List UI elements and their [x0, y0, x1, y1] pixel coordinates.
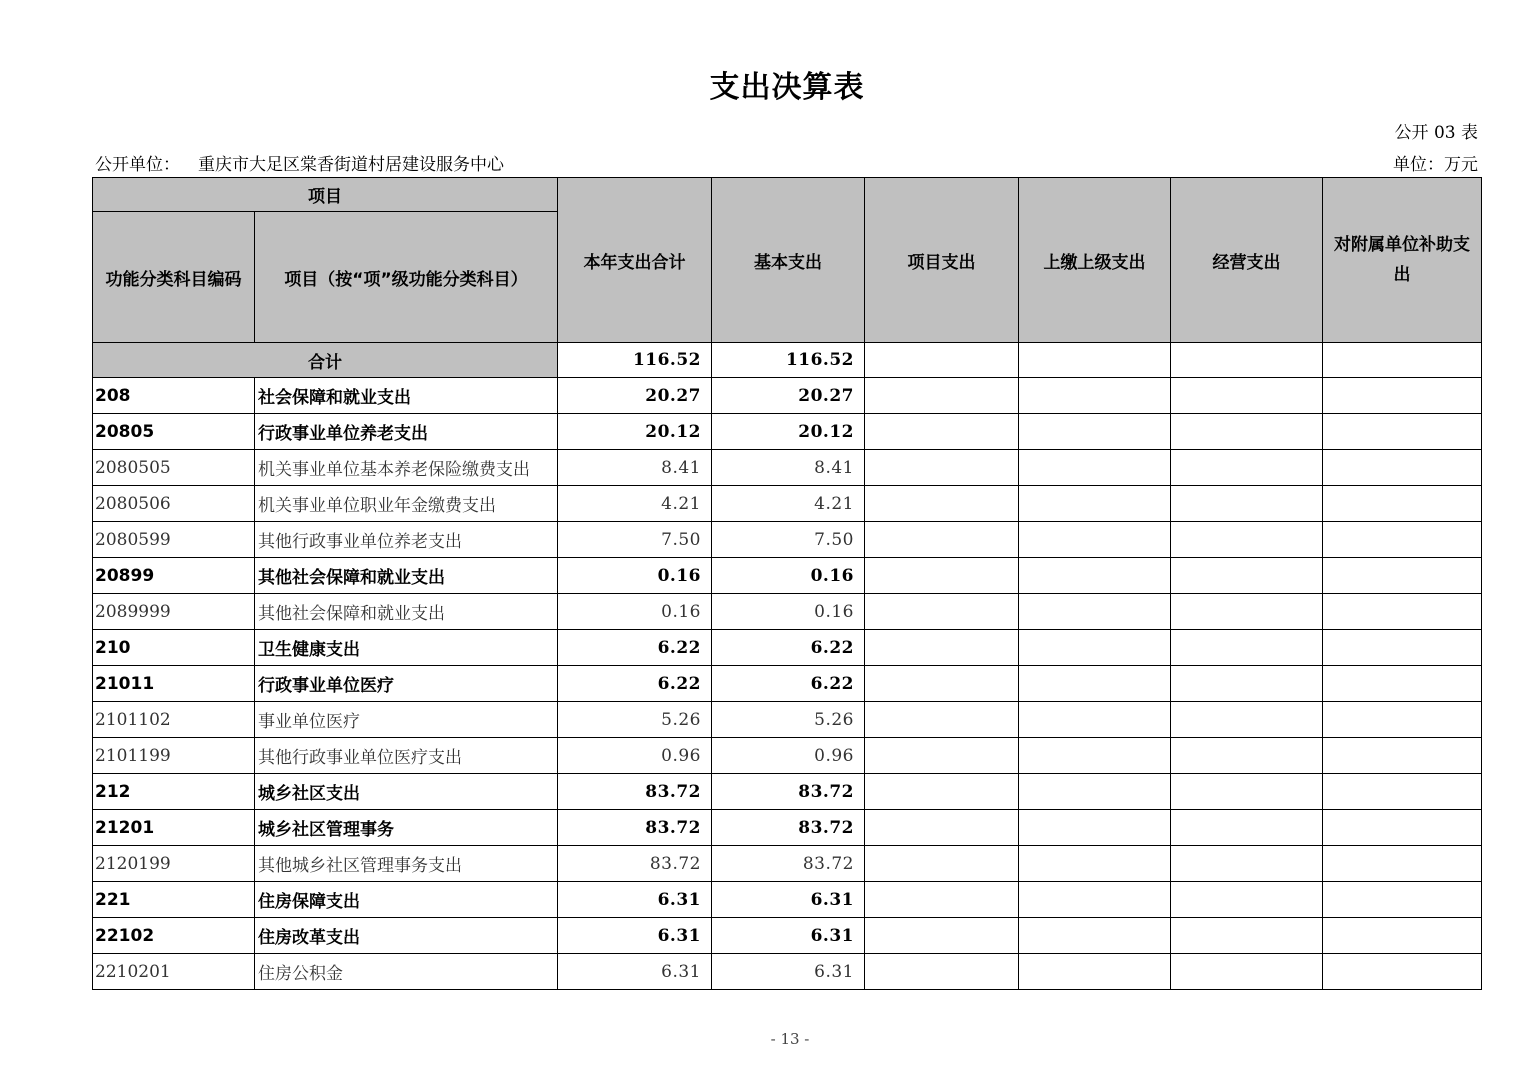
row-code: 22102: [93, 918, 255, 954]
row-total: 8.41: [558, 450, 712, 486]
row-project: [865, 918, 1019, 954]
row-total: 83.72: [558, 810, 712, 846]
row-code: 2080599: [93, 522, 255, 558]
total-amount: 116.52: [558, 343, 712, 378]
row-subsidy: [1323, 954, 1482, 990]
row-total: 4.21: [558, 486, 712, 522]
row-upper: [1019, 450, 1171, 486]
row-code: 208: [93, 378, 255, 414]
row-basic: 0.16: [712, 558, 865, 594]
row-total: 7.50: [558, 522, 712, 558]
row-name: 事业单位医疗: [255, 702, 558, 738]
row-project: [865, 630, 1019, 666]
row-name: 其他城乡社区管理事务支出: [255, 846, 558, 882]
row-business: [1171, 450, 1323, 486]
row-code: 20899: [93, 558, 255, 594]
header-subsidy: 对附属单位补助支出: [1323, 178, 1482, 343]
row-business: [1171, 918, 1323, 954]
row-upper: [1019, 378, 1171, 414]
table-row: [93, 630, 1482, 666]
row-business: [1171, 810, 1323, 846]
row-total: 0.16: [558, 558, 712, 594]
total-basic: 116.52: [712, 343, 865, 378]
row-subsidy: [1323, 414, 1482, 450]
row-basic: 4.21: [712, 486, 865, 522]
row-code: 2101102: [93, 702, 255, 738]
header-name: 项目（按“项”级功能分类科目）: [255, 212, 558, 343]
row-code: 2080506: [93, 486, 255, 522]
row-code: 2101199: [93, 738, 255, 774]
row-basic: 6.31: [712, 918, 865, 954]
row-business: [1171, 882, 1323, 918]
row-name: 机关事业单位职业年金缴费支出: [255, 486, 558, 522]
table-row: [93, 666, 1482, 702]
header-code: 功能分类科目编码: [93, 212, 255, 343]
row-project: [865, 558, 1019, 594]
table-row: [93, 882, 1482, 918]
table-row: [93, 702, 1482, 738]
row-subsidy: [1323, 918, 1482, 954]
total-row: [93, 343, 1482, 378]
total-business: [1171, 343, 1323, 378]
row-subsidy: [1323, 810, 1482, 846]
row-name: 其他社会保障和就业支出: [255, 594, 558, 630]
row-project: [865, 414, 1019, 450]
reporting-unit-name: 重庆市大足区棠香街道村居建设服务中心: [198, 155, 504, 175]
row-upper: [1019, 630, 1171, 666]
total-subsidy: [1323, 343, 1482, 378]
row-upper: [1019, 414, 1171, 450]
row-project: [865, 738, 1019, 774]
expenditure-table: [92, 177, 1482, 990]
row-business: [1171, 594, 1323, 630]
table-number: 公开 03 表: [1394, 123, 1478, 143]
header-upper-level: 上缴上级支出: [1019, 178, 1171, 343]
row-name: 住房改革支出: [255, 918, 558, 954]
table-row: [93, 738, 1482, 774]
row-total: 83.72: [558, 846, 712, 882]
row-subsidy: [1323, 486, 1482, 522]
row-name: 城乡社区管理事务: [255, 810, 558, 846]
row-subsidy: [1323, 882, 1482, 918]
table-row: [93, 558, 1482, 594]
row-upper: [1019, 702, 1171, 738]
row-business: [1171, 666, 1323, 702]
page-title: 支出决算表: [709, 70, 865, 105]
row-name: 机关事业单位基本养老保险缴费支出: [255, 450, 558, 486]
row-upper: [1019, 954, 1171, 990]
row-business: [1171, 774, 1323, 810]
row-business: [1171, 486, 1323, 522]
row-subsidy: [1323, 738, 1482, 774]
row-upper: [1019, 594, 1171, 630]
row-total: 6.31: [558, 882, 712, 918]
row-upper: [1019, 918, 1171, 954]
row-business: [1171, 846, 1323, 882]
row-business: [1171, 702, 1323, 738]
row-name: 行政事业单位养老支出: [255, 414, 558, 450]
row-upper: [1019, 846, 1171, 882]
row-project: [865, 882, 1019, 918]
header-project: 项目: [93, 178, 558, 212]
row-code: 21011: [93, 666, 255, 702]
row-basic: 7.50: [712, 522, 865, 558]
row-total: 20.27: [558, 378, 712, 414]
row-basic: 8.41: [712, 450, 865, 486]
row-upper: [1019, 882, 1171, 918]
row-code: 2210201: [93, 954, 255, 990]
row-basic: 0.16: [712, 594, 865, 630]
row-subsidy: [1323, 378, 1482, 414]
row-upper: [1019, 486, 1171, 522]
row-total: 0.96: [558, 738, 712, 774]
header-business: 经营支出: [1171, 178, 1323, 343]
total-label: 合计: [93, 343, 558, 378]
row-project: [865, 522, 1019, 558]
row-code: 21201: [93, 810, 255, 846]
row-project: [865, 666, 1019, 702]
table-row: [93, 954, 1482, 990]
table-row: [93, 810, 1482, 846]
row-code: 212: [93, 774, 255, 810]
row-name: 行政事业单位医疗: [255, 666, 558, 702]
total-upper: [1019, 343, 1171, 378]
row-code: 2089999: [93, 594, 255, 630]
header-project-expenditure: 项目支出: [865, 178, 1019, 343]
row-project: [865, 450, 1019, 486]
row-name: 住房公积金: [255, 954, 558, 990]
row-total: 0.16: [558, 594, 712, 630]
row-project: [865, 846, 1019, 882]
row-code: 221: [93, 882, 255, 918]
row-upper: [1019, 522, 1171, 558]
row-business: [1171, 738, 1323, 774]
row-basic: 20.12: [712, 414, 865, 450]
table-row: [93, 774, 1482, 810]
table-row: [93, 846, 1482, 882]
row-subsidy: [1323, 630, 1482, 666]
row-code: 2120199: [93, 846, 255, 882]
row-upper: [1019, 810, 1171, 846]
row-total: 5.26: [558, 702, 712, 738]
header-total: 本年支出合计: [558, 178, 712, 343]
row-basic: 83.72: [712, 774, 865, 810]
total-project: [865, 343, 1019, 378]
row-name: 城乡社区支出: [255, 774, 558, 810]
row-upper: [1019, 738, 1171, 774]
row-upper: [1019, 774, 1171, 810]
row-name: 其他行政事业单位医疗支出: [255, 738, 558, 774]
row-name: 卫生健康支出: [255, 630, 558, 666]
row-project: [865, 378, 1019, 414]
row-total: 6.31: [558, 954, 712, 990]
table-row: [93, 486, 1482, 522]
row-project: [865, 486, 1019, 522]
row-total: 6.31: [558, 918, 712, 954]
row-subsidy: [1323, 558, 1482, 594]
row-subsidy: [1323, 450, 1482, 486]
row-basic: 83.72: [712, 810, 865, 846]
row-upper: [1019, 666, 1171, 702]
row-subsidy: [1323, 846, 1482, 882]
table-row: [93, 522, 1482, 558]
table-row: [93, 450, 1482, 486]
row-project: [865, 594, 1019, 630]
row-basic: 83.72: [712, 846, 865, 882]
reporting-unit: [95, 150, 504, 175]
row-business: [1171, 378, 1323, 414]
table-row: [93, 378, 1482, 414]
row-total: 83.72: [558, 774, 712, 810]
row-subsidy: [1323, 594, 1482, 630]
row-total: 20.12: [558, 414, 712, 450]
row-name: 社会保障和就业支出: [255, 378, 558, 414]
row-business: [1171, 558, 1323, 594]
row-subsidy: [1323, 702, 1482, 738]
row-basic: 6.22: [712, 630, 865, 666]
row-subsidy: [1323, 522, 1482, 558]
row-basic: 0.96: [712, 738, 865, 774]
currency-unit: 单位：万元: [1393, 155, 1478, 175]
row-business: [1171, 954, 1323, 990]
header-basic: 基本支出: [712, 178, 865, 343]
row-business: [1171, 522, 1323, 558]
row-business: [1171, 414, 1323, 450]
row-subsidy: [1323, 774, 1482, 810]
row-project: [865, 702, 1019, 738]
row-business: [1171, 630, 1323, 666]
row-code: 2080505: [93, 450, 255, 486]
row-project: [865, 774, 1019, 810]
row-basic: 6.22: [712, 666, 865, 702]
table-row: [93, 414, 1482, 450]
row-name: 住房保障支出: [255, 882, 558, 918]
row-basic: 5.26: [712, 702, 865, 738]
row-total: 6.22: [558, 666, 712, 702]
table-row: [93, 594, 1482, 630]
row-total: 6.22: [558, 630, 712, 666]
row-code: 20805: [93, 414, 255, 450]
row-basic: 20.27: [712, 378, 865, 414]
table-row: [93, 918, 1482, 954]
row-name: 其他行政事业单位养老支出: [255, 522, 558, 558]
row-code: 210: [93, 630, 255, 666]
row-basic: 6.31: [712, 882, 865, 918]
row-name: 其他社会保障和就业支出: [255, 558, 558, 594]
row-project: [865, 810, 1019, 846]
row-basic: 6.31: [712, 954, 865, 990]
page-number: - 13 -: [770, 1030, 810, 1048]
row-subsidy: [1323, 666, 1482, 702]
row-upper: [1019, 558, 1171, 594]
row-project: [865, 954, 1019, 990]
reporting-unit-label: 公开单位：: [95, 155, 180, 175]
